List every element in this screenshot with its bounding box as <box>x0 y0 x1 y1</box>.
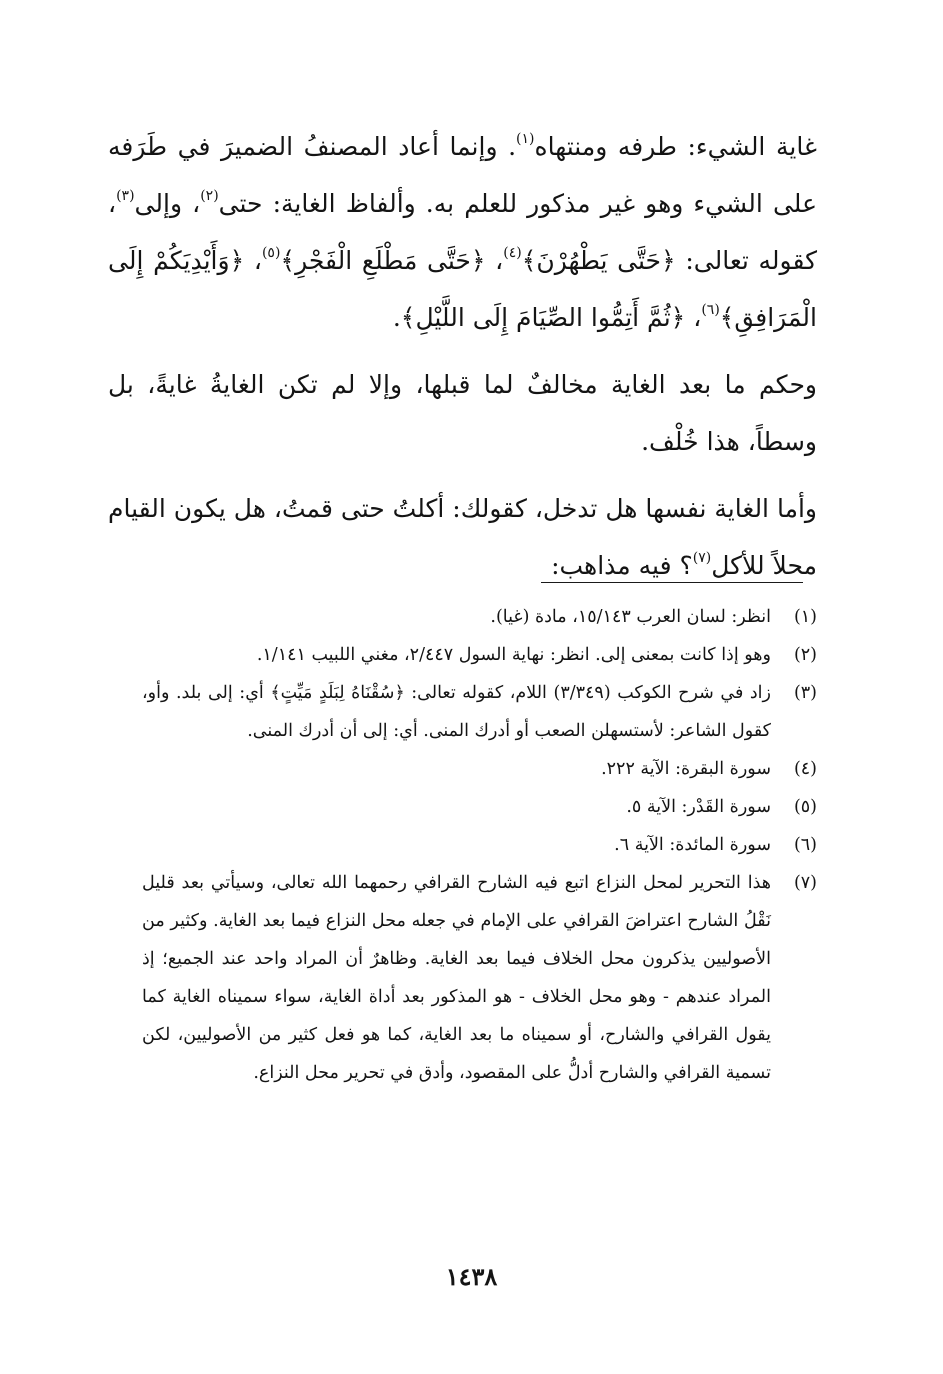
footnote-number: (٦) <box>793 835 817 855</box>
footnote-item <box>142 636 817 674</box>
text-segment: . <box>392 303 401 332</box>
footnote-text: سورة القَدْر: الآية ٥. <box>626 797 771 817</box>
footnote-number: (٤) <box>793 759 817 779</box>
footnote-ref-1: (١) <box>516 131 535 147</box>
footnote-item <box>142 598 817 636</box>
text-segment: غاية الشيء: طرفه ومنتهاه <box>534 132 818 161</box>
footnote-ref-7: (٧) <box>692 550 712 566</box>
footnote-number: (٧) <box>793 873 817 893</box>
footnote-ref-2: (٢) <box>200 188 219 204</box>
footnote-item <box>142 826 817 864</box>
text-segment: ، <box>485 246 504 275</box>
text-segment: ، <box>244 246 262 275</box>
footnote-text: انظر: لسان العرب ١٥/١٤٣، مادة (غيا). <box>490 607 771 627</box>
footnotes <box>142 598 817 1092</box>
footnote-text: زاد في شرح الكوكب (٣/٣٤٩) اللام، كقوله تعالى: ﴿سُقْنَاهُ لِبَلَدٍ مَيِّتٍ﴾ أي: إلى بلد. وأو، كقول الشاعر: لأستسهلن الصعب أو أدرك المنى. أي: إلى أن أدرك المنى. <box>142 683 771 741</box>
text-segment: ، كقوله تعالى: <box>108 189 817 275</box>
footnote-ref-3: (٣) <box>116 188 135 204</box>
text-segment: ؟ فيه مذاهب: <box>551 551 693 580</box>
paragraph-ruling: وحكم ما بعد الغاية مخالفٌ لما قبلها، وإلا لم تكن الغايةُ غايةً، بل وسطاً، هذا خُلْف. <box>108 370 817 456</box>
footnote-ref-5: (٥) <box>261 245 281 261</box>
footnote-ref-4: (٤) <box>503 245 522 261</box>
footnote-item <box>142 864 817 1092</box>
footnote-divider <box>541 582 803 583</box>
text-segment: ، <box>685 303 702 332</box>
text-segment: . وإنما أعاد المصنفُ الضميرَ في طَرَفه على الشيء وهو غير مذكور للعلم به. وألفاظ الغاية: حتى <box>108 132 817 218</box>
quran-quote: ﴿حَتَّى يَطْهُرْنَ﴾ <box>521 246 676 275</box>
footnote-number: (٢) <box>793 645 817 665</box>
footnote-text: سورة البقرة: الآية ٢٢٢. <box>601 759 771 779</box>
text-segment: ، وإلى <box>134 189 201 218</box>
footnote-item <box>142 674 817 750</box>
footnote-item <box>142 788 817 826</box>
footnote-text: سورة المائدة: الآية ٦. <box>614 835 771 855</box>
footnote-text: وهو إذا كانت بمعنى إلى. انظر: نهاية السول ٢/٤٤٧، مغني اللبيب ١/١٤١. <box>256 645 771 665</box>
text-segment: وأما الغاية نفسها هل تدخل، كقولك: أكلتُ حتى قمتُ، هل يكون القيام محلاً للأكل <box>108 494 817 580</box>
paragraph-question <box>108 480 817 594</box>
paragraph-ghaya-definition <box>108 118 817 346</box>
footnote-number: (١) <box>793 607 817 627</box>
quran-quote: ﴿وَأَيْدِيَكُمْ إِلَى الْمَرَافِقِ﴾ <box>108 246 817 332</box>
page-number: ١٤٣٨ <box>445 1262 498 1291</box>
quran-quote: ﴿ثُمَّ أَتِمُّوا الصِّيَامَ إِلَى اللَّيْلِ﴾ <box>400 303 686 332</box>
footnote-number: (٥) <box>793 797 817 817</box>
main-text <box>108 118 817 604</box>
quran-quote: ﴿حَتَّى مَطْلَعِ الْفَجْرِ﴾ <box>280 246 486 275</box>
footnote-ref-6: (٦) <box>701 302 720 318</box>
footnote-number: (٣) <box>793 683 817 703</box>
footnote-text: هذا التحرير لمحل النزاع اتبع فيه الشارح القرافي رحمهما الله تعالى، وسيأتي بعد قليل نَقْلُ الشارح اعتراضَ القرافي على الإمام في جعله محل النزاع فيما بعد الغاية. وكثير من الأصوليين يذكرون محل الخلاف فيما بعد الغاية. وظاهرٌ أن المراد واحد عند الجميع؛ إذ المراد عندهم - وهو محل الخلاف - هو المذكور بعد أداة الغاية، سواء سميناه الغاية كما يقول القرافي والشارح، أو سميناه ما بعد الغاية، كما هو فعل كثير من الأصوليين، لكن تسمية القرافي والشارح أدلُّ على المقصود، وأدق في تحرير محل النزاع. <box>142 873 771 1083</box>
footnote-item <box>142 750 817 788</box>
